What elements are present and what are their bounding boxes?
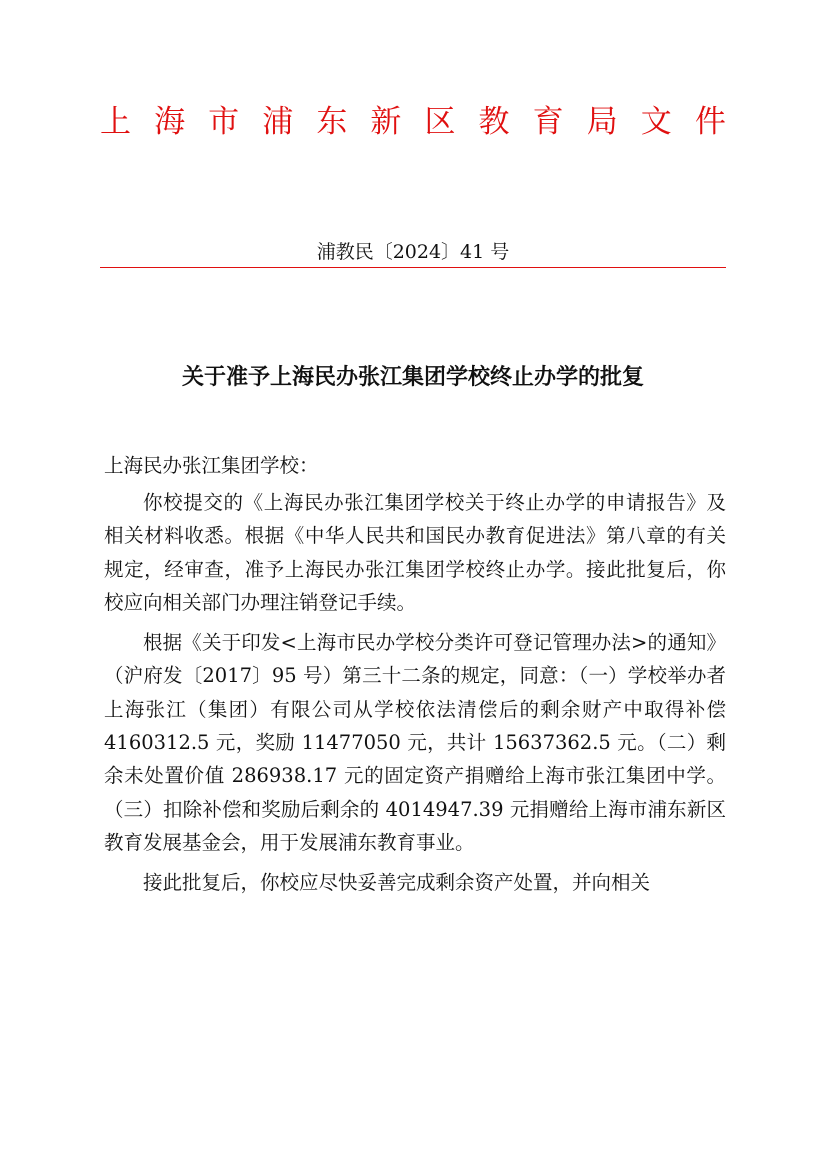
masthead-char: 东 (316, 104, 348, 140)
salutation: 上海民办张江集团学校： (104, 454, 319, 477)
masthead-char: 教 (478, 104, 510, 140)
masthead-char: 件 (694, 104, 726, 140)
document-title: 关于准予上海民办张江集团学校终止办学的批复 (181, 365, 644, 390)
masthead-char: 育 (532, 104, 564, 140)
document-body (104, 486, 726, 907)
body-paragraph: 接此批复后，你校应尽快妥善完成剩余资产处置，并向相关 (143, 871, 651, 895)
masthead-char: 文 (640, 104, 672, 140)
header-divider (100, 267, 726, 268)
body-paragraph: 你校提交的《上海民办张江集团学校关于终止办学的申请报告》及相关材料收悉。根据《中华人民共和国民办教育促进法》第八章的有关规定，经审查，准予上海民办张江集团学校终止办学。接此批复后，你校应向相关部门办理注销登记手续。 (104, 491, 726, 614)
masthead-char: 局 (586, 104, 618, 140)
masthead-char: 区 (424, 104, 456, 140)
document-number: 浦教民〔2024〕41 号 (316, 241, 510, 263)
masthead-char: 海 (154, 104, 186, 140)
masthead-char: 浦 (262, 104, 294, 140)
masthead-char: 新 (370, 104, 402, 140)
masthead-title (100, 100, 726, 144)
masthead-char: 市 (208, 104, 240, 140)
body-paragraph: 根据《关于印发<上海市民办学校分类许可登记管理办法>的通知》（沪府发〔2017〕95 号）第三十二条的规定，同意：（一）学校举办者上海张江（集团）有限公司从学校依法清偿后的剩余财产中取得补偿 4160312.5 元，奖励 11477050 元，共计 15637362.5 元。（二）剩余未处置价值 286938.17 元的固定资产捐赠给上海市张江集团中学。（三）扣除补偿和奖励后剩余的 4014947.39 元捐赠给上海市浦东新区教育发展基金会，用于发展浦东教育事业。 (104, 631, 726, 854)
masthead-char: 上 (100, 104, 131, 140)
